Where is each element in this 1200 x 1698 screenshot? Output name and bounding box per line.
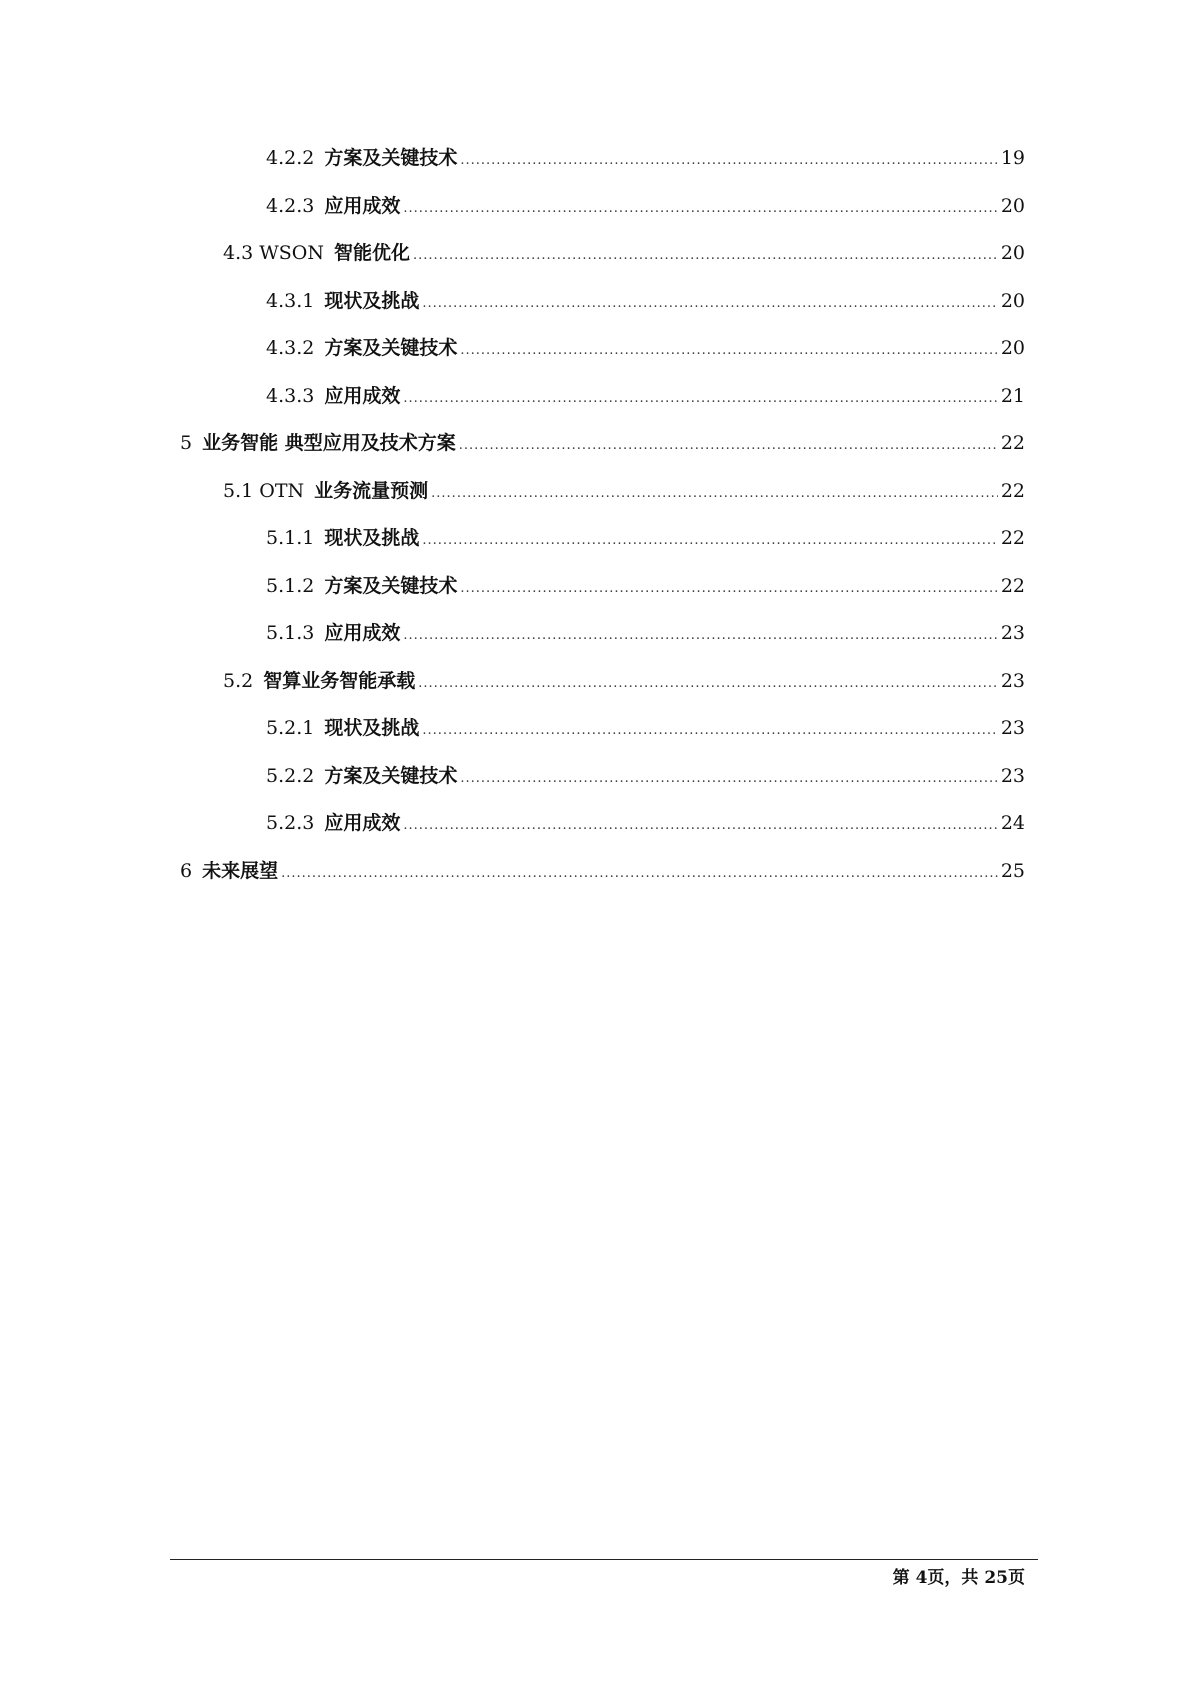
toc-dot-leader (431, 470, 998, 518)
toc-entry[interactable] (180, 563, 1025, 611)
toc-entry-number: 5.2.2 (266, 764, 315, 787)
toc-entry-number: 4.3.2 (266, 337, 315, 359)
toc-entry-title: 应用成效 (324, 812, 401, 834)
toc-entry-title: 业务智能 典型应用及技术方案 (202, 432, 456, 454)
toc-entry-page: 20 (1000, 194, 1025, 217)
toc-entry-number: 5.1 OTN (223, 479, 305, 502)
toc-dot-leader (460, 565, 997, 613)
toc-entry-page: 20 (1000, 242, 1025, 264)
toc-dot-leader (422, 707, 997, 755)
toc-entry[interactable] (180, 658, 1025, 706)
toc-entry-title: 现状及挑战 (324, 289, 420, 312)
toc-entry[interactable] (180, 705, 1025, 753)
toc-entry[interactable] (180, 230, 1025, 278)
toc-dot-leader (403, 802, 997, 850)
toc-entry-page: 22 (1000, 527, 1025, 549)
toc-entry-page: 23 (1000, 622, 1025, 644)
toc-entry-title: 现状及挑战 (324, 527, 420, 549)
toc-entry-number: 4.3.3 (266, 384, 315, 407)
toc-dot-leader (281, 850, 998, 898)
toc-entry-title: 方案及关键技术 (324, 337, 458, 359)
toc-entry-title: 应用成效 (324, 622, 401, 644)
toc-entry-title: 方案及关键技术 (324, 764, 458, 787)
toc-entry-page: 22 (1000, 574, 1025, 597)
toc-entry[interactable] (180, 325, 1025, 373)
toc-entry-page: 20 (1000, 337, 1025, 359)
toc-entry[interactable] (180, 373, 1025, 421)
toc-dot-leader (403, 612, 997, 660)
toc-entry-page: 23 (1000, 717, 1025, 739)
toc-entry-number: 4.2.2 (266, 147, 315, 169)
toc-dot-leader (413, 232, 998, 280)
toc-dot-leader (403, 185, 997, 233)
footer-divider (170, 1559, 1038, 1560)
toc-entry-title: 未来展望 (202, 859, 279, 882)
toc-entry-page: 24 (1000, 812, 1025, 834)
toc-entry-page: 22 (1000, 479, 1025, 502)
toc-entry-title: 方案及关键技术 (324, 574, 458, 597)
toc-entry-title: 业务流量预测 (314, 479, 429, 502)
toc-entry-page: 23 (1000, 669, 1025, 692)
toc-entry-title: 智能优化 (334, 242, 411, 264)
toc-dot-leader (460, 327, 997, 375)
toc-dot-leader (459, 422, 998, 470)
toc-entry[interactable] (180, 610, 1025, 658)
toc-dot-leader (460, 137, 997, 185)
toc-entry-number: 5.2.1 (266, 717, 315, 739)
toc-entry-page: 23 (1000, 764, 1025, 787)
table-of-contents (180, 135, 1025, 895)
toc-entry-number: 5.2 (223, 669, 254, 692)
toc-entry[interactable] (180, 753, 1025, 801)
toc-entry[interactable] (180, 278, 1025, 326)
toc-entry-title: 方案及关键技术 (324, 147, 458, 169)
page-number-footer: 第 4页，共 25页 (892, 1568, 1025, 1588)
toc-entry-number: 5.1.1 (266, 527, 315, 549)
toc-entry[interactable] (180, 420, 1025, 468)
toc-dot-leader (418, 660, 998, 708)
toc-entry[interactable] (180, 135, 1025, 183)
toc-entry-page: 22 (1000, 432, 1025, 454)
toc-entry-number: 4.3 WSON (223, 242, 325, 264)
toc-entry-number: 5.1.2 (266, 574, 315, 597)
toc-dot-leader (422, 280, 997, 328)
toc-entry-number: 5 (180, 432, 193, 454)
toc-entry[interactable] (180, 183, 1025, 231)
toc-entry-page: 21 (1000, 384, 1025, 407)
toc-entry-number: 5.2.3 (266, 812, 315, 834)
toc-entry-title: 应用成效 (324, 384, 401, 407)
toc-dot-leader (422, 517, 997, 565)
toc-entry-page: 25 (1000, 859, 1025, 882)
toc-entry-page: 20 (1000, 289, 1025, 312)
toc-dot-leader (460, 755, 997, 803)
toc-entry-number: 4.3.1 (266, 289, 315, 312)
toc-entry-title: 应用成效 (324, 194, 401, 217)
toc-entry-number: 6 (180, 859, 193, 882)
toc-entry-number: 4.2.3 (266, 194, 315, 217)
toc-entry[interactable] (180, 468, 1025, 516)
toc-entry[interactable] (180, 515, 1025, 563)
toc-entry-title: 智算业务智能承载 (263, 669, 416, 692)
toc-entry-title: 现状及挑战 (324, 717, 420, 739)
toc-dot-leader (403, 375, 997, 423)
toc-entry[interactable] (180, 800, 1025, 848)
toc-entry-number: 5.1.3 (266, 622, 315, 644)
toc-entry-page: 19 (1000, 147, 1025, 169)
toc-entry[interactable] (180, 848, 1025, 896)
